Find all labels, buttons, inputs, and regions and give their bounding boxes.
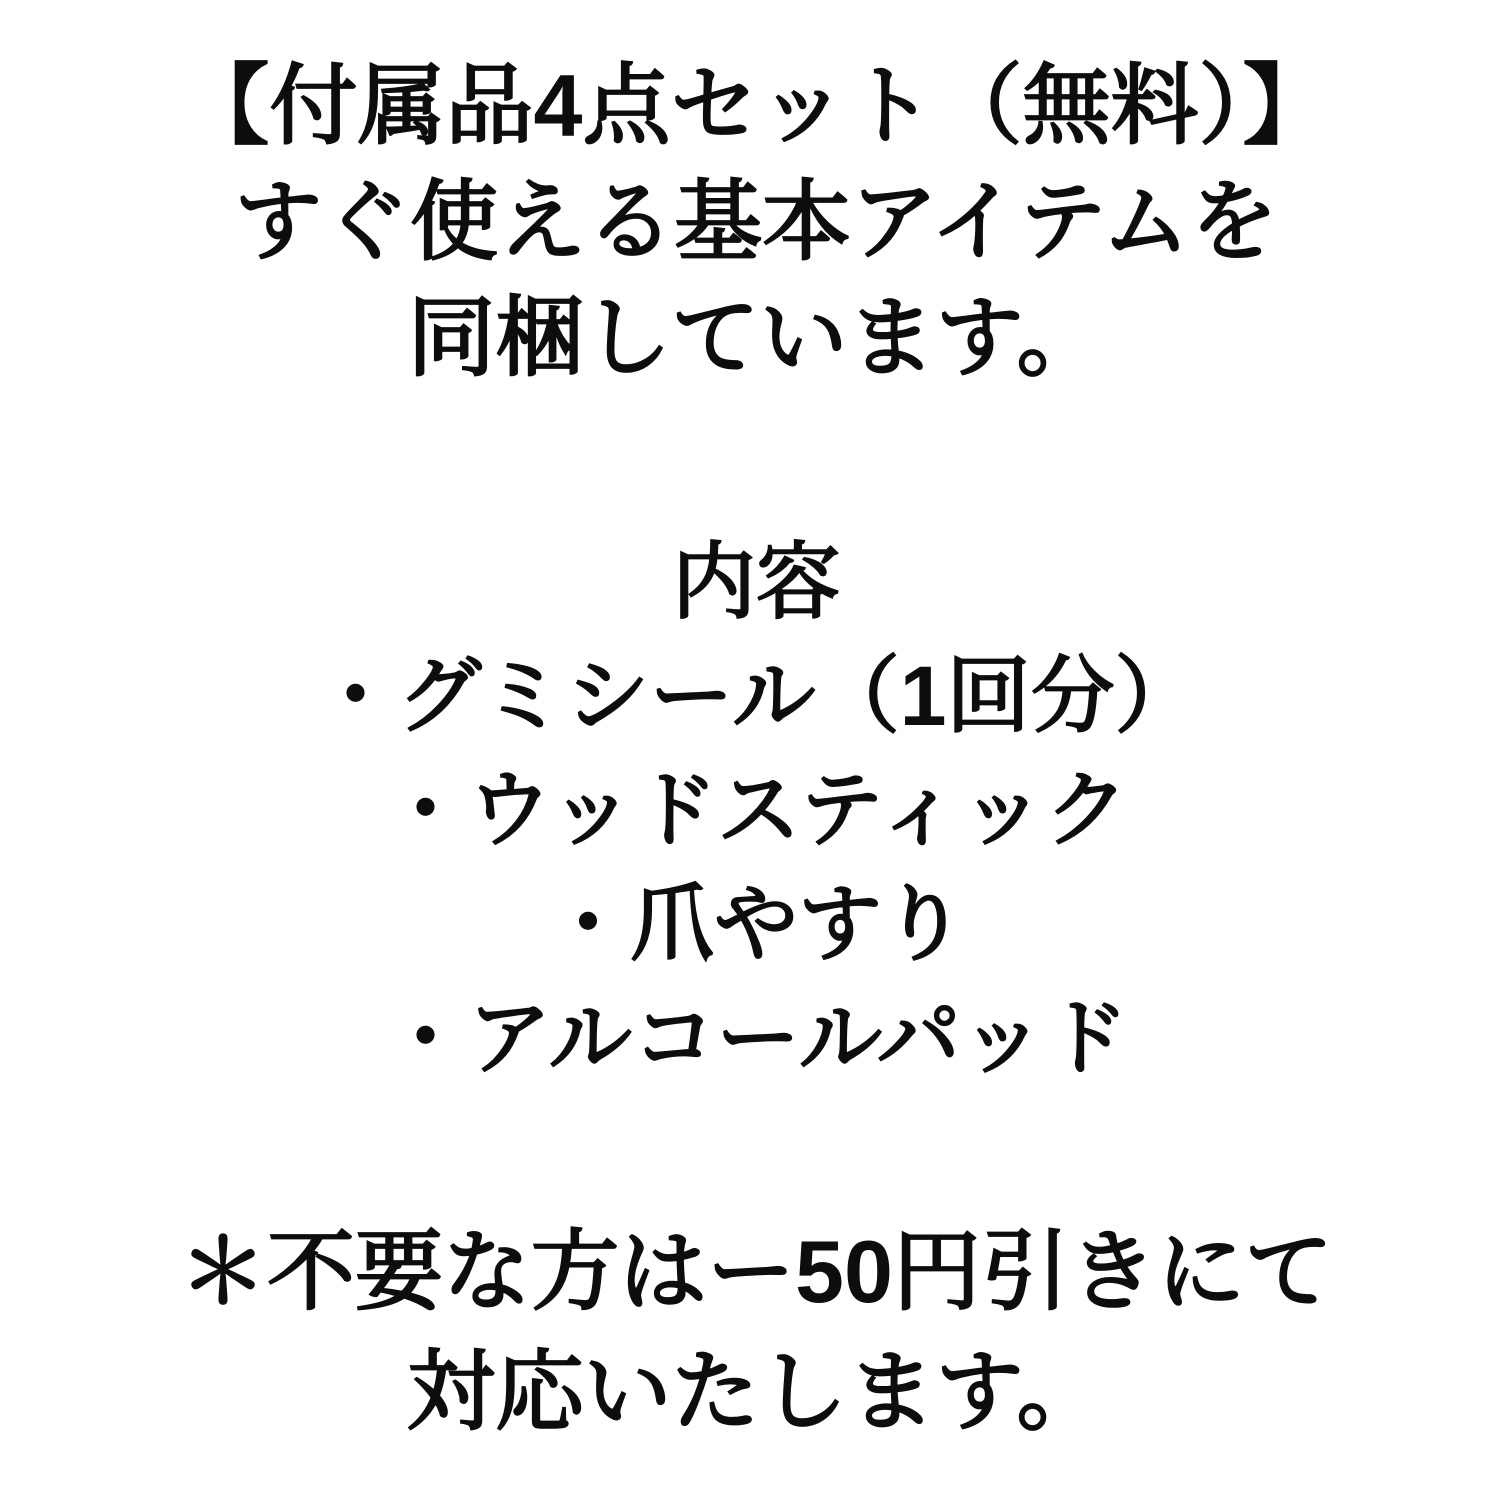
- accessory-set-title: 【付属品4点セット（無料）】: [181, 56, 1331, 155]
- list-item-nail-file: ・爪やすり: [545, 877, 966, 971]
- contents-block: [0, 535, 1512, 1110]
- discount-note-line1: ＊不要な方はー50円引きにて: [179, 1222, 1333, 1321]
- contents-title: 内容: [671, 535, 840, 629]
- discount-note-line2: 対応いたします。: [407, 1342, 1105, 1441]
- list-item-wood-stick: ・ウッドスティック: [383, 763, 1129, 857]
- header-block: [0, 56, 1512, 410]
- list-item-gummy-seal: ・グミシール（1回分）: [313, 649, 1199, 743]
- note-block: [0, 1222, 1512, 1468]
- list-item-alcohol-pad: ・アルコールパッド: [383, 991, 1129, 1085]
- header-description-line2: 同梱しています。: [407, 288, 1105, 387]
- header-description-line1: すぐ使える基本アイテムを: [234, 172, 1278, 271]
